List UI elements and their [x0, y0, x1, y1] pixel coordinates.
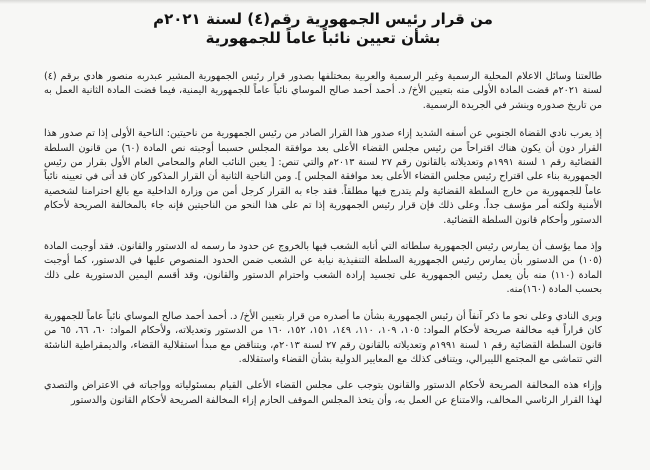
page-top-edge: [0, 0, 646, 4]
paragraph-1: طالعتنا وسائل الاعلام المحلية الرسمية وغير الرسمية والعربية بمختلفها بصدور قرار رئيس الجمهورية المشير عبدربه منصور هادي برقم (٤) لسنة ٢٠٢١م قضت المادة الأولى منه بتعيين الأخ/ د. أحمد أحمد صالح الموساي نائباً عاماً للجمهورية اليمنية، فيما قضت المادة الثانية العمل به من تاريخ صدوره وينشر في الجريدة الرسمية.: [44, 71, 602, 111]
title-block: [44, 10, 602, 48]
paragraph-2: إذ يعرب نادي القضاة الجنوبي عن أسفه الشديد إزاء صدور هذا القرار الصادر من رئيس الجمهورية من ناحيتين: الناحية الأولى إذا تم صدور هذا القرار دون أن يكون هناك اقتراحاً من رئيس مجلس القضاء الأعلى بعد موافقة المجلس حسبما أوجبته نص المادة (٦٠) من قانون السلطة القضائية رقم ١ لسنة ١٩٩١م وتعديلاته بالقانون رقم ٢٧ لسنة ٢٠١٣م والتي تنص: [ يعين النائب العام والمحامي العام الأول بقرار من رئيس الجمهورية بناء على اقتراح رئيس مجلس القضاء الأعلى بعد موافقة المجلس ]. ومن الناحية الثانية أن القرار المذكور كان قد أتى في تعيينه نائباً عاماً للجمهورية من خارج السلطة القضائية ولم يتدرج فيها مطلقاً. فقد جاء به القرار كرجل أمن من وزارة الداخلية مع بالغ احترامنا لشخصية الأمنية ولكنه أمر مؤسف جداً. وعلى ذلك فإن قرار رئيس الجمهورية إذا تم على هذا النحو من الناحيتين فإنه جاء بالمخالفة الصريحة لأحكام الدستور وأحكام قانون السلطة القضائية.: [44, 128, 602, 226]
paragraph-3: وإذ مما يؤسف أن يمارس رئيس الجمهورية سلطاته التي أنابه الشعب فيها بالخروج عن حدود ما رسمه له الدستور والقانون. فقد أوجبت المادة (١٠٥) من الدستور بأن يمارس رئيس الجمهورية السلطة التنفيذية نيابة عن الشعب ضمن الحدود المنصوص عليها في الدستور، كما أوجبت المادة (١١٠) منه بأن يعمل رئيس الجمهورية على تجسيد إرادة الشعب واحترام الدستور والقانون، وقد أقسم اليمين الدستورية على ذلك بحسب المادة (١٦٠)منه.: [44, 241, 602, 296]
document-title-line-2: بشأن تعيين نائباً عاماً للجمهورية: [205, 29, 441, 47]
document-title-line-1: من قرار رئيس الجمهورية رقم(٤) لسنة ٢٠٢١م: [153, 10, 493, 28]
paragraph-5: وإزاء هذه المخالفة الصريحة لأحكام الدستور والقانون يتوجب على مجلس القضاء الأعلى القيام بمسئولياته وواجباته في الاعتراض والتصدي لهذا القرار الرئاسي المخالف، والامتناع عن العمل به، وأن يتخذ المجلس الموقف الحازم إزاء المخالفة الصريحة لأحكام القانون والدستور: [44, 380, 602, 406]
paragraph-4: ويرى النادي وعلى نحو ما ذكر آنفاً أن رئيس الجمهورية بشأن ما أصدره من قرار بتعيين الأخ/ د. أحمد أحمد صالح الموساي نائباً عاماً للجمهورية كان قراراً فيه مخالفة صريحة لأحكام المواد: ١٠٥، ١٠٩، ١١٠، ١٤٩، ١٥١، ١٥٢، ١٦٠ من الدستور وتعديلاته، ولأحكام المواد: ٦٠، ٦٦، ٦٥ من قانون السلطة القضائية رقم ١ لسنة ١٩٩١م وتعديلاته بالقانون رقم ٢٧ لسنة ٢٠١٣م، ويتناقض مع مبدأ استقلالية القضاء، والديمقراطية الناشئة التي تتماشى مع المجتمع الليبرالي، ويتنافى كذلك مع المعايير الدولية بشأن القضاء واستقلاله.: [44, 310, 602, 365]
